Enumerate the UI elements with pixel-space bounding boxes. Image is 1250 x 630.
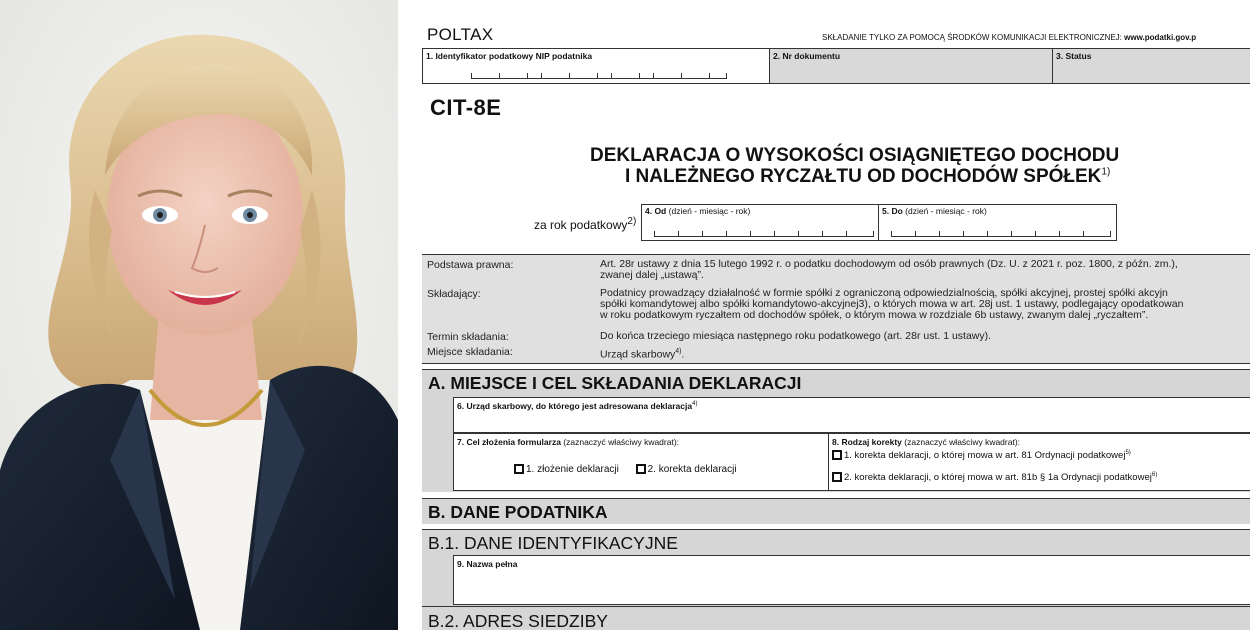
full-name-field[interactable] — [453, 555, 1250, 605]
period-from-field[interactable] — [641, 204, 879, 241]
section-b1-header: B.1. DANE IDENTYFIKACYJNE — [422, 529, 1250, 555]
period-from-label: 4. Od — [645, 206, 667, 216]
period-from-hint: (dzień - miesiąc - rok) — [668, 206, 751, 216]
deadline-text: Do końca trzeciego miesiąca następnego roku podatkowego (art. 28r ust. 1 ustawy). — [600, 330, 992, 342]
form-title-line1: DEKLARACJA O WYSOKOŚCI OSIĄGNIĘTEGO DOCHODU — [590, 145, 1120, 166]
nip-field[interactable] — [422, 48, 770, 84]
purpose-option-1-label: 1. złożenie deklaracji — [526, 464, 619, 475]
place-note: 4) — [675, 348, 682, 355]
tax-year-label — [534, 216, 636, 232]
filer-line3: w roku podatkowym ryczałtem od dochodów spółek, o którym mowa w rozdziale 6b ustawy, zwanym dalej „ryczałtem”. — [600, 309, 1149, 321]
cit8e-form — [409, 0, 1250, 630]
place-text: Urząd skarbowy$^{4)}$. — [600, 348, 685, 361]
legal-basis-label: Podstawa prawna: — [427, 259, 514, 271]
purpose-option-2-label: 2. korekta deklaracji — [647, 464, 737, 475]
nip-label: 1. Identyfikator podatkowy NIP podatnika — [426, 51, 593, 61]
electronic-notice-url[interactable]: www.podatki.gov.p — [1124, 33, 1197, 42]
tax-year-note: 2) — [627, 216, 637, 227]
form-title-line2-text: I NALEŻNEGO RYCZAŁTU OD DOCHODÓW SPÓŁEK — [625, 166, 1102, 187]
filer-line1: Podatnicy prowadzący działalność w formie spółki z ograniczoną odpowiedzialnością, spółki akcyjnej, prostej spółki akcyjn — [600, 287, 1168, 299]
legal-basis-line2: zwanej dalej „ustawą”. — [600, 269, 704, 281]
nip-ticks — [471, 72, 727, 79]
correction-label: 8. Rodzaj korekty — [832, 437, 902, 447]
tax-office-note: 4) — [692, 401, 698, 408]
purpose-field — [453, 433, 829, 491]
section-b-header: B. DANE PODATNIKA — [422, 498, 1250, 524]
status-label: 3. Status — [1056, 51, 1092, 61]
status-field — [1052, 48, 1250, 84]
correction-option-2[interactable] — [832, 472, 1157, 483]
purpose-label: 7. Cel złożenia formularza — [457, 437, 561, 447]
filer-line2: spółki komandytowej albo spółki komandytowo-akcyjnej3), o których mowa w art. 28j ust. 1 ustawy, podlegający opodatkowan — [600, 298, 1184, 310]
full-name-label: 9. Nazwa pełna — [457, 559, 518, 569]
tax-office-field[interactable] — [453, 397, 1250, 433]
period-to-field[interactable] — [878, 204, 1117, 241]
system-name: POLTAX — [427, 25, 494, 44]
form-title-line2 — [625, 166, 1110, 188]
form-title-note: 1) — [1101, 166, 1111, 178]
electronic-notice — [822, 33, 1196, 42]
period-from-ticks — [654, 230, 874, 237]
section-b2-header: B.2. ADRES SIEDZIBY — [422, 606, 1250, 630]
section-a-header: A. MIEJSCE I CEL SKŁADANIA DEKLARACJI — [422, 369, 1250, 397]
checkbox-icon[interactable] — [514, 464, 524, 474]
place-label: Miejsce składania: — [427, 346, 513, 358]
correction-type-field — [828, 433, 1250, 491]
purpose-hint: (zaznaczyć właściwy kwadrat): — [563, 437, 680, 447]
purpose-option-1[interactable] — [514, 464, 619, 475]
doc-number-field — [769, 48, 1053, 84]
section-b1-body — [422, 555, 1250, 606]
period-to-label: 5. Do — [882, 206, 903, 216]
period-to-hint: (dzień - miesiąc - rok) — [905, 206, 987, 216]
period-to-ticks — [891, 230, 1111, 237]
place-text-value: Urząd skarbowy — [600, 348, 676, 361]
checkbox-icon[interactable] — [832, 450, 842, 460]
form-code: CIT-8E — [430, 95, 502, 120]
correction-option-1-note: 5) — [1125, 450, 1131, 456]
purpose-options — [514, 464, 737, 475]
electronic-notice-prefix: SKŁADANIE TYLKO ZA POMOCĄ ŚRODKÓW KOMUNIKACJI ELEKTRONICZNEJ: — [822, 33, 1122, 42]
header-fields — [422, 48, 1250, 84]
portrait-photo — [0, 0, 398, 630]
tax-year-label-text: za rok podatkowy — [534, 218, 628, 232]
correction-option-1-label: 1. korekta deklaracji, o której mowa w art. 81 Ordynacji podatkowej — [844, 450, 1126, 462]
doc-number-label: 2. Nr dokumentu — [773, 51, 841, 61]
correction-option-2-note: 6) — [1151, 472, 1158, 478]
filer-label: Składający: — [427, 288, 481, 300]
correction-option-1[interactable] — [832, 450, 1131, 461]
tax-office-label: 6. Urząd skarbowy, do którego jest adresowana deklaracja — [457, 401, 693, 411]
info-block — [422, 254, 1250, 364]
deadline-label: Termin składania: — [427, 331, 509, 343]
portrait-illustration — [0, 0, 398, 630]
legal-basis-line1: Art. 28r ustawy z dnia 15 lutego 1992 r. o podatku dochodowym od osób prawnych (Dz. U. z 2021 r. poz. 1800, z późn. zm.), — [600, 258, 1178, 270]
correction-option-2-label: 2. korekta deklaracji, o której mowa w art. 81b § 1a Ordynacji podatkowej — [844, 472, 1152, 484]
checkbox-icon[interactable] — [636, 464, 646, 474]
checkbox-icon[interactable] — [832, 472, 842, 482]
purpose-option-2[interactable] — [636, 464, 737, 475]
section-a-body — [422, 397, 1250, 492]
correction-hint: (zaznaczyć właściwy kwadrat): — [904, 437, 1021, 447]
